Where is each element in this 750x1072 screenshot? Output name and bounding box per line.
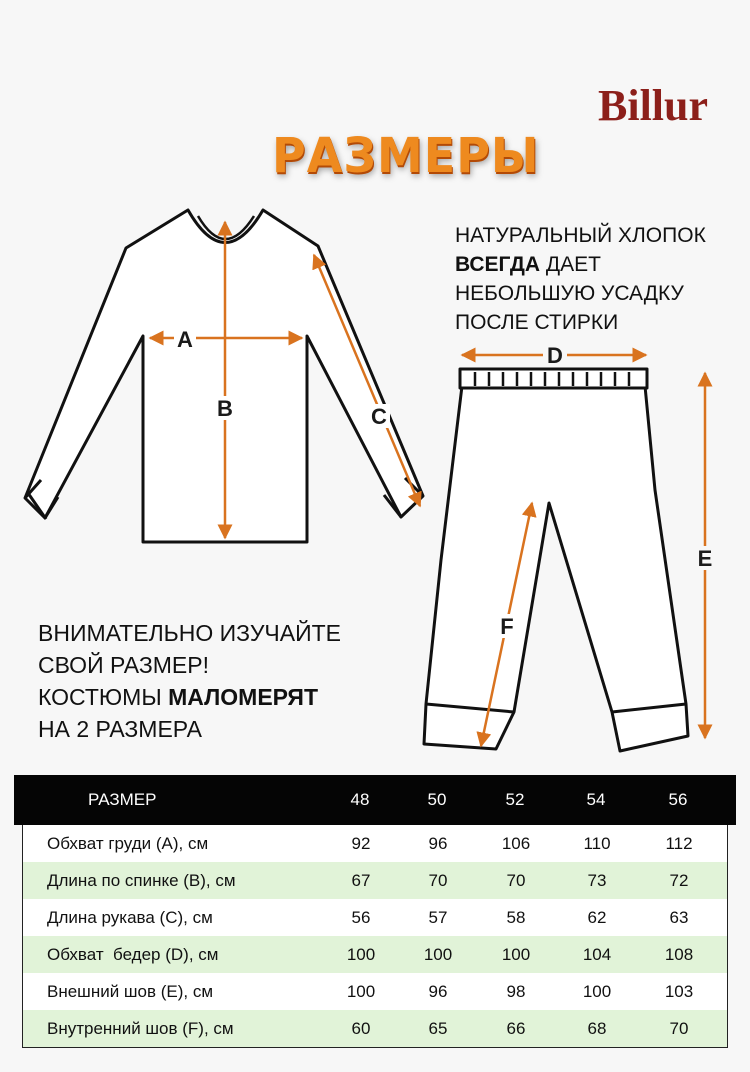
table-row (23, 1010, 727, 1047)
label-f: F (500, 614, 514, 639)
table-row (23, 899, 727, 936)
row-label: Длина по спинке (B), см (47, 870, 236, 890)
cotton-note-emphasis: ВСЕГДА (455, 253, 541, 276)
pants-outline (424, 369, 688, 751)
cotton-note-line-2-rest: ДАЕТ (540, 253, 601, 276)
table-cell: 100 (582, 981, 612, 1001)
table-row (23, 825, 727, 862)
size-table-header (14, 775, 736, 825)
table-cell: 100 (423, 944, 453, 964)
table-cell: 96 (428, 833, 448, 853)
table-cell: 100 (501, 944, 531, 964)
size-col-48: 48 (350, 790, 370, 809)
table-cell: 63 (669, 907, 689, 927)
advice-line-1: ВНИМАТЕЛЬНО ИЗУЧАЙТЕ (38, 620, 342, 646)
advice-line-2: СВОЙ РАЗМЕР! (38, 652, 210, 678)
row-label: Внутренний шов (F), см (47, 1018, 234, 1038)
table-cell: 106 (501, 833, 531, 853)
size-col-50: 50 (427, 790, 447, 809)
table-cell: 67 (351, 870, 371, 890)
row-label: Внешний шов (E), см (47, 981, 214, 1001)
table-cell: 58 (506, 907, 526, 927)
table-cell: 72 (669, 870, 689, 890)
sizing-advice (38, 617, 341, 745)
size-header-label: РАЗМЕР (88, 790, 157, 809)
table-cell: 112 (665, 833, 693, 853)
advice-line-4: НА 2 РАЗМЕРА (38, 716, 202, 742)
row-label: Обхват груди (A), см (47, 833, 209, 853)
table-row (23, 862, 727, 899)
cotton-note-line-1: НАТУРАЛЬНЫЙ ХЛОПОК (455, 224, 706, 247)
table-cell: 100 (346, 981, 376, 1001)
label-b: B (217, 396, 233, 421)
table-cell: 108 (664, 944, 694, 964)
table-cell: 57 (428, 907, 448, 927)
size-col-52: 52 (505, 790, 525, 809)
page-title: РАЗМЕРЫ (272, 126, 540, 184)
row-label: Длина рукава (C), см (47, 907, 213, 927)
label-c: C (371, 404, 387, 429)
table-cell: 56 (351, 907, 371, 927)
brand-logo: Billur (598, 81, 709, 130)
size-table (14, 775, 736, 1048)
table-cell: 60 (351, 1018, 371, 1038)
size-col-54: 54 (586, 790, 606, 809)
cotton-note-line-3: НЕБОЛЬШУЮ УСАДКУ (455, 282, 684, 305)
table-row (23, 936, 727, 973)
table-cell: 70 (506, 870, 526, 890)
table-cell: 92 (351, 833, 371, 853)
size-table-body (22, 825, 728, 1048)
table-row (23, 973, 727, 1010)
table-cell: 65 (428, 1018, 448, 1038)
cotton-note-line-4: ПОСЛЕ СТИРКИ (455, 311, 619, 334)
table-cell: 104 (582, 944, 612, 964)
table-cell: 103 (664, 981, 694, 1001)
table-cell: 73 (587, 870, 607, 890)
table-cell: 110 (583, 833, 611, 853)
table-cell: 98 (506, 981, 526, 1001)
row-label: Обхват бедер (D), см (47, 944, 219, 964)
advice-line-3 (38, 681, 341, 713)
table-cell: 68 (587, 1018, 607, 1038)
table-cell: 96 (428, 981, 448, 1001)
table-cell: 62 (587, 907, 607, 927)
table-cell: 100 (346, 944, 376, 964)
size-col-56: 56 (668, 790, 688, 809)
advice-emphasis: МАЛОМЕРЯТ (168, 684, 319, 710)
table-cell: 70 (428, 870, 448, 890)
table-cell: 70 (669, 1018, 689, 1038)
advice-line-3-rest: КОСТЮМЫ (38, 684, 169, 710)
label-d: D (547, 343, 563, 368)
label-a: A (177, 327, 193, 352)
label-e: E (697, 546, 713, 571)
table-cell: 66 (506, 1018, 526, 1038)
